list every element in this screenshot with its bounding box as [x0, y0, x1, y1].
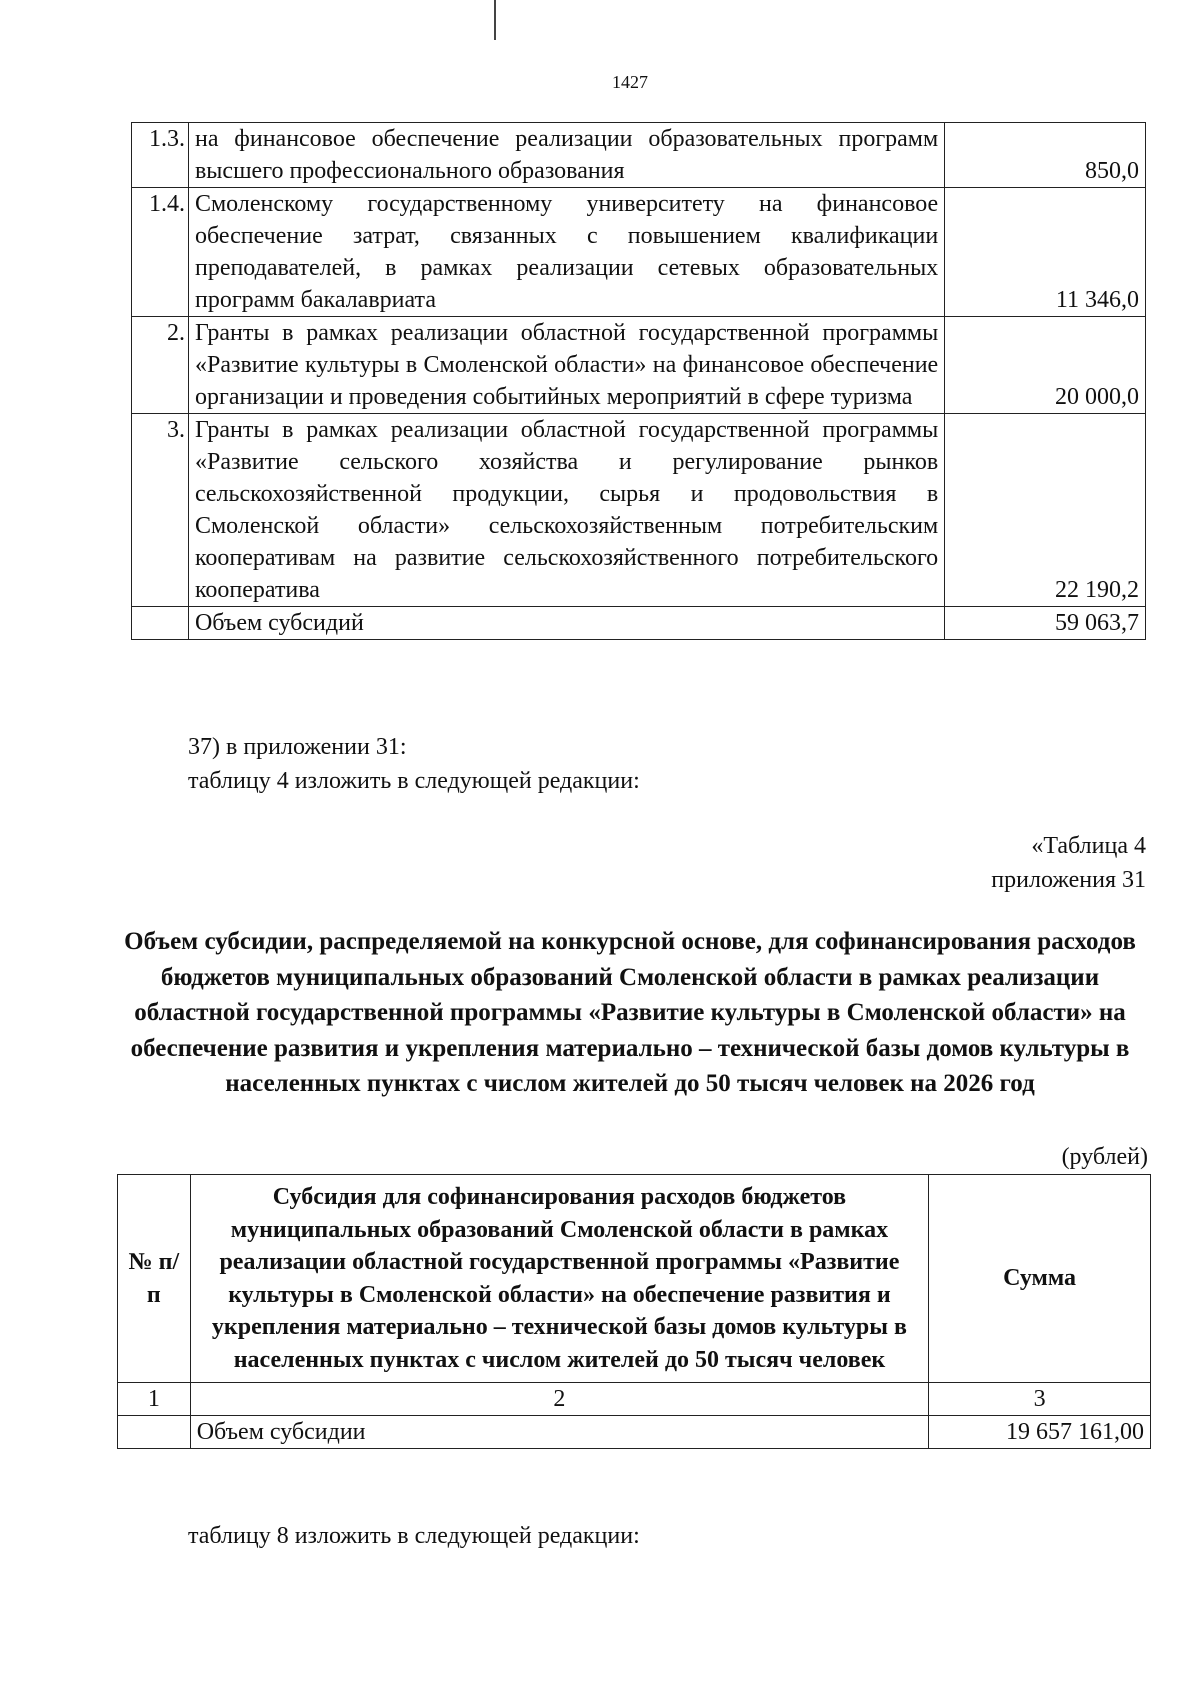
row-amount: 22 190,2 [945, 414, 1146, 607]
table-row [132, 123, 1146, 188]
total-label: Объем субсидий [188, 607, 944, 640]
total-label: Объем субсидии [190, 1416, 928, 1449]
row-amount: 11 346,0 [945, 188, 1146, 317]
header-subsidy: Субсидия для софинансирования расходов бюджетов муниципальных образований Смоленской области в рамках реализации областной государственной программы «Развитие культуры в Смоленской области» на обеспечение развития и укрепления материально – технической базы домов культуры в населенных пунктах с числом жителей до 50 тысяч человек [190, 1175, 928, 1383]
caption-appendix: приложения 31 [991, 867, 1146, 893]
total-amount: 19 657 161,00 [929, 1416, 1151, 1449]
paragraph-table4: таблицу 4 изложить в следующей редакции: [188, 768, 640, 794]
table-total-row [132, 607, 1146, 640]
unit-label: (рублей) [1061, 1144, 1148, 1170]
total-number-cell [118, 1416, 191, 1449]
table-row [132, 317, 1146, 414]
total-number-cell [132, 607, 189, 640]
page-number: 1427 [612, 72, 648, 92]
table-numbering-row [118, 1383, 1151, 1416]
subsidy-volume-table [117, 1174, 1151, 1449]
row-number: 2. [132, 317, 189, 414]
row-text: Гранты в рамках реализации областной государственной программы «Развитие культуры в Смоленской области» на финансовое обеспечение организации и проведения событийных мероприятий в сфере туризма [188, 317, 944, 414]
total-amount: 59 063,7 [945, 607, 1146, 640]
table-row [132, 188, 1146, 317]
table-header-row [118, 1175, 1151, 1383]
row-number: 1.4. [132, 188, 189, 317]
table-total-row [118, 1416, 1151, 1449]
table-row [132, 414, 1146, 607]
subsidies-table [131, 122, 1146, 640]
header-sum: Сумма [929, 1175, 1151, 1383]
caption-table: «Таблица 4 [1031, 833, 1146, 859]
column-number-2: 2 [190, 1383, 928, 1416]
paragraph-appendix: 37) в приложении 31: [188, 734, 407, 760]
row-amount: 850,0 [945, 123, 1146, 188]
row-amount: 20 000,0 [945, 317, 1146, 414]
scan-mark [494, 0, 496, 40]
row-number: 3. [132, 414, 189, 607]
paragraph-table8: таблицу 8 изложить в следующей редакции: [188, 1523, 640, 1549]
row-text: Гранты в рамках реализации областной государственной программы «Развитие сельского хозяйства и регулирование рынков сельскохозяйственной продукции, сырья и продовольствия в Смоленской области» сельскохозяйственным потребительским кооперативам на развитие сельскохозяйственного потребительского кооператива [188, 414, 944, 607]
column-number-3: 3 [929, 1383, 1151, 1416]
document-title: Объем субсидии, распределяемой на конкурсной основе, для софинансирования расходов бюджетов муниципальных образований Смоленской области в рамках реализации областной государственной программы «Развитие культуры в Смоленской области» на обеспечение развития и укрепления материально – технической базы домов культуры в населенных пунктах с числом жителей до 50 тысяч человек на 2026 год [124, 928, 1136, 1097]
row-number: 1.3. [132, 123, 189, 188]
row-text: Смоленскому государственному университету на финансовое обеспечение затрат, связанных с повышением квалификации преподавателей, в рамках реализации сетевых образовательных программ бакалавриата [188, 188, 944, 317]
header-number: № п/п [118, 1175, 191, 1383]
column-number-1: 1 [118, 1383, 191, 1416]
row-text: на финансовое обеспечение реализации образовательных программ высшего профессионального образования [188, 123, 944, 188]
